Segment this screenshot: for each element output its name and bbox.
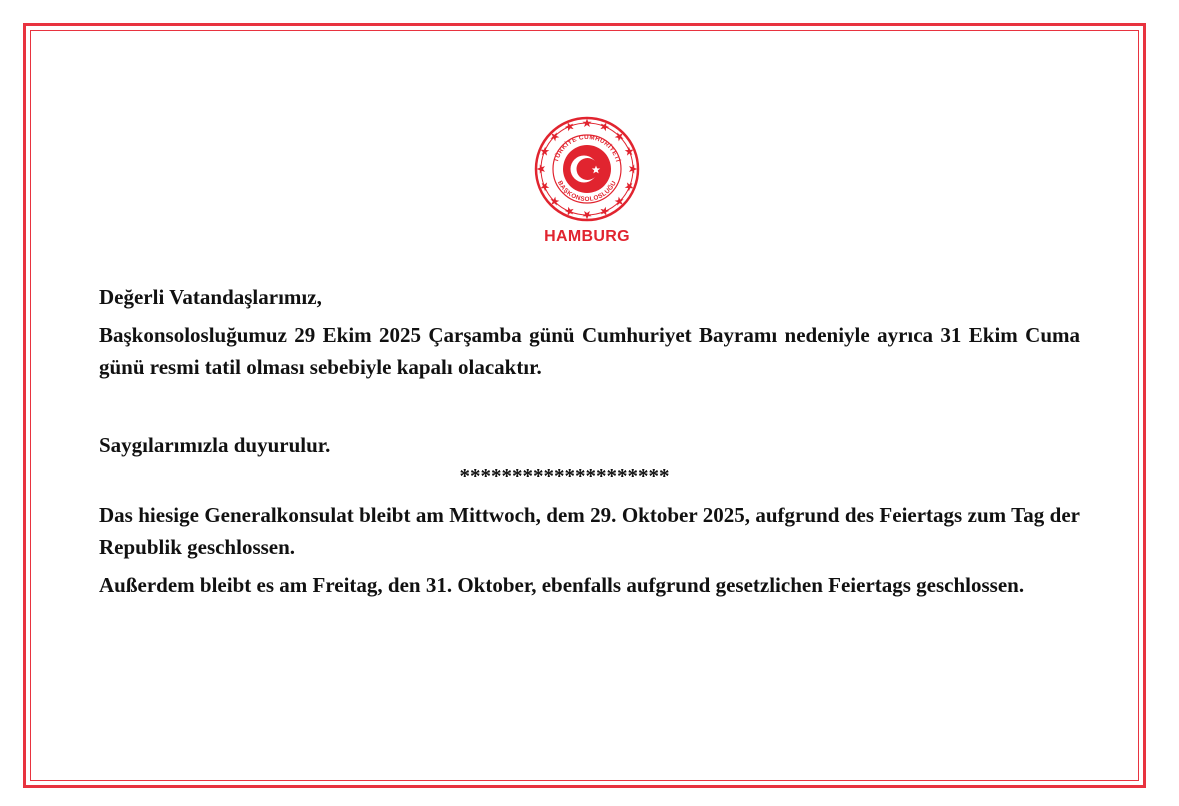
consulate-seal: [533, 115, 641, 223]
city-label: HAMBURG: [544, 228, 630, 245]
german-paragraph-1: Das hiesige Generalkonsulat bleibt am Mittwoch, dem 29. Oktober 2025, aufgrund des Feiertags zum Tag der Republik geschlossen.: [99, 503, 1080, 559]
announcement-body: [99, 281, 1080, 601]
german-paragraph-2: Außerdem bleibt es am Freitag, den 31. Oktober, ebenfalls aufgrund gesetzlichen Feiertags geschlossen.: [99, 573, 1025, 597]
turkish-paragraph: Başkonsolosluğumuz 29 Ekim 2025 Çarşamba günü Cumhuriyet Bayramı nedeniyle ayrıca 31 Ekim Cuma günü resmi tatil olması sebebiyle kapalı olacaktır.: [99, 323, 1080, 379]
seal-ring-text-bottom: BAŞKONSOLOSLUĞU: [555, 179, 619, 204]
turkish-closing: Saygılarımızla duyurulur.: [99, 433, 331, 457]
separator: ********************: [459, 464, 670, 488]
turkish-greeting: Değerli Vatandaşlarımız,: [99, 285, 322, 309]
seal-ring-text-top: TÜRKİYE CUMHURİYETİ: [552, 133, 622, 164]
spacer: [99, 383, 1080, 429]
crescent-star-seal-icon: [533, 115, 641, 223]
